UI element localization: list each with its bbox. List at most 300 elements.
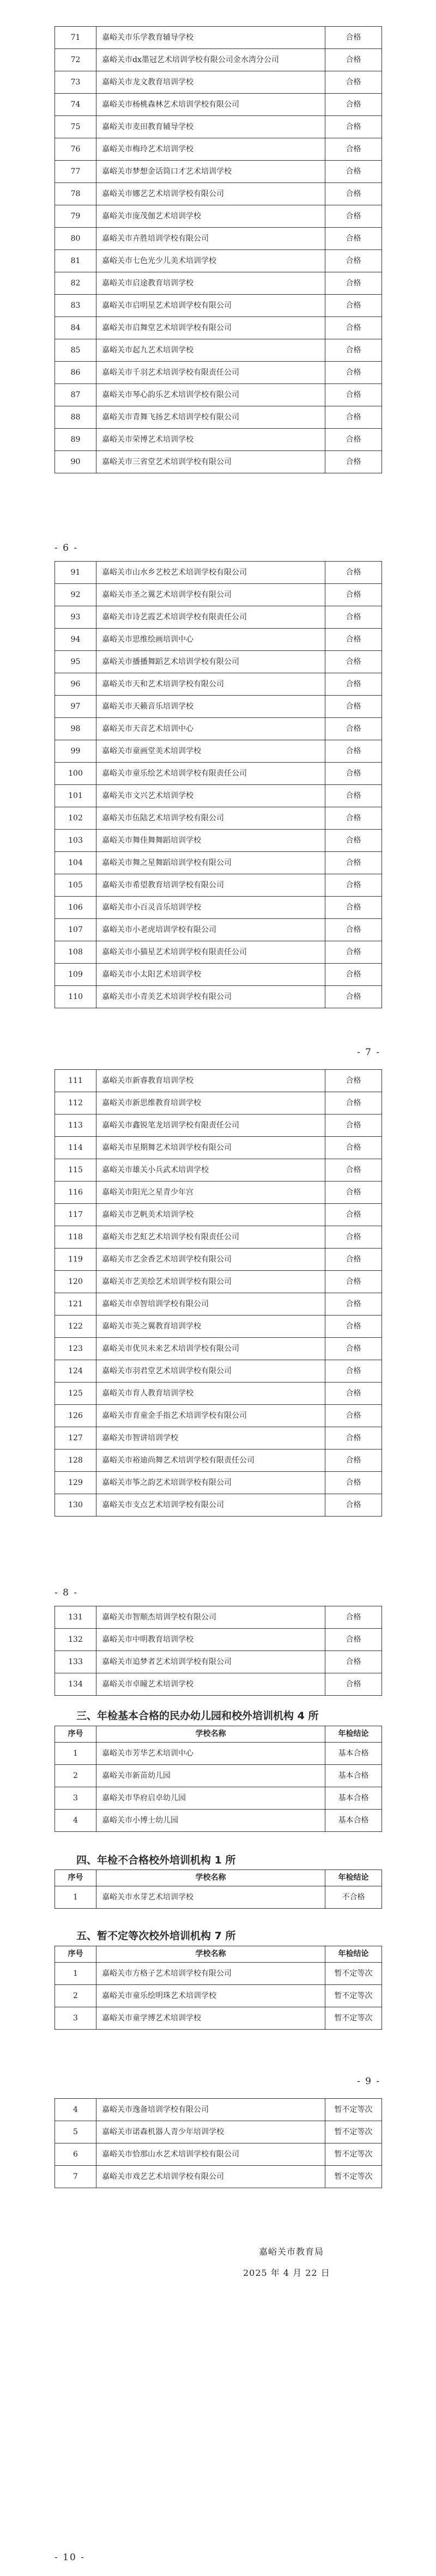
row-number: 107: [55, 919, 96, 941]
inspection-result: 合格: [325, 362, 382, 384]
inspection-result: 合格: [325, 1249, 382, 1271]
inspection-result: 合格: [325, 852, 382, 874]
inspection-result: 合格: [325, 1360, 382, 1383]
row-number: 112: [55, 1092, 96, 1115]
column-header: 年检结论: [325, 1870, 382, 1886]
inspection-result: 合格: [325, 964, 382, 986]
page-number-9: - 9 -: [357, 2076, 381, 2087]
school-name: 嘉峪关市杨桃森林艺术培训学校有限公司: [96, 94, 325, 116]
school-name: 嘉峪关市播播舞蹈艺术培训学校有限公司: [96, 651, 325, 673]
table-row: [55, 1606, 382, 1629]
inspection-result: 合格: [325, 116, 382, 138]
row-number: 94: [55, 629, 96, 651]
table-row: [55, 718, 382, 740]
row-number: 3: [55, 1787, 96, 1810]
school-name: 嘉峪关市育人教育培训学校: [96, 1383, 325, 1405]
column-header: 序号: [55, 1946, 96, 1963]
inspection-result: 合格: [325, 874, 382, 897]
row-number: 134: [55, 1673, 96, 1696]
row-number: 89: [55, 429, 96, 451]
school-name: 嘉峪关市华府启卓幼儿园: [96, 1787, 325, 1810]
school-name: 嘉峪关市星期舞艺术培训学校有限公司: [96, 1137, 325, 1159]
table-row: [55, 1092, 382, 1115]
column-header: 学校名称: [96, 1726, 325, 1743]
table-row: [55, 830, 382, 852]
row-number: 126: [55, 1405, 96, 1427]
inspection-result: 合格: [325, 205, 382, 228]
table-row: [55, 138, 382, 161]
inspection-result: 合格: [325, 1092, 382, 1115]
inspection-result: 合格: [325, 562, 382, 584]
school-name: 嘉峪关市起九艺术培训学校: [96, 339, 325, 362]
school-name: 嘉峪关市天籁音乐培训学校: [96, 696, 325, 718]
school-name: 嘉峪关市艺帆美术培训学校: [96, 1204, 325, 1226]
row-number: 111: [55, 1070, 96, 1092]
table-row: [55, 964, 382, 986]
row-number: 1: [55, 1743, 96, 1765]
inspection-result: 合格: [325, 1159, 382, 1182]
row-number: 100: [55, 763, 96, 785]
row-number: 71: [55, 27, 96, 49]
table-row: [55, 183, 382, 205]
basic-qualified-table: [55, 1726, 382, 1832]
school-name: 嘉峪关市青舞飞扬艺术培训学校有限公司: [96, 406, 325, 429]
table-row: [55, 673, 382, 696]
school-name: 嘉峪关市逸备培训学校有限公司: [96, 2099, 325, 2121]
table-row: [55, 1316, 382, 1338]
inspection-result: 合格: [325, 1115, 382, 1137]
table-row: [55, 1070, 382, 1092]
school-name: 嘉峪关市新睿教育培训学校: [96, 1070, 325, 1092]
school-name: 嘉峪关市芳华艺术培训中心: [96, 1743, 325, 1765]
school-name: 嘉峪关市舞之星舞蹈培训学校有限公司: [96, 852, 325, 874]
row-number: 87: [55, 384, 96, 406]
school-name: 嘉峪关市舞佳舞舞蹈培训学校: [96, 830, 325, 852]
school-name: 嘉峪关市小百灵音乐培训学校: [96, 897, 325, 919]
table-row: [55, 161, 382, 183]
inspection-result: 合格: [325, 1137, 382, 1159]
table-row: [55, 740, 382, 763]
inspection-result: 合格: [325, 339, 382, 362]
school-name: 嘉峪关市文兴艺术培训学校: [96, 785, 325, 807]
table-row: [55, 1427, 382, 1450]
row-number: 4: [55, 1810, 96, 1832]
table-row: [55, 1765, 382, 1787]
row-number: 97: [55, 696, 96, 718]
row-number: 98: [55, 718, 96, 740]
row-number: 7: [55, 2166, 96, 2188]
school-name: 嘉峪关市优贝未来艺术培训学校有限公司: [96, 1338, 325, 1360]
table-row: [55, 1226, 382, 1249]
table-row: [55, 562, 382, 584]
inspection-result: 合格: [325, 161, 382, 183]
row-number: 108: [55, 941, 96, 964]
inspection-result: 合格: [325, 138, 382, 161]
unqualified-table: [55, 1869, 382, 1909]
table-row: [55, 1137, 382, 1159]
inspection-result: 合格: [325, 183, 382, 205]
inspection-result: 合格: [325, 1182, 382, 1204]
inspection-result: 合格: [325, 718, 382, 740]
inspection-result: 合格: [325, 27, 382, 49]
school-name: 嘉峪关市卓智培训学校有限公司: [96, 1293, 325, 1316]
row-number: 74: [55, 94, 96, 116]
table-row: [55, 1182, 382, 1204]
column-header: 年检结论: [325, 1726, 382, 1743]
inspection-result: 合格: [325, 740, 382, 763]
row-number: 133: [55, 1651, 96, 1673]
row-number: 116: [55, 1182, 96, 1204]
inspection-result: 合格: [325, 584, 382, 606]
table-row: [55, 429, 382, 451]
school-name: 嘉峪关市阳光之星青少年宫: [96, 1182, 325, 1204]
table-row: [55, 1450, 382, 1472]
school-name: 嘉峪关市小老虎培训学校有限公司: [96, 919, 325, 941]
inspection-result: 暂不定等次: [325, 2007, 382, 2030]
table-row: [55, 1271, 382, 1293]
inspection-result: 合格: [325, 384, 382, 406]
issue-date: 2025 年 4 月 22 日: [243, 2268, 330, 2278]
row-number: 73: [55, 71, 96, 94]
row-number: 113: [55, 1115, 96, 1137]
inspection-result: 合格: [325, 228, 382, 250]
row-number: 96: [55, 673, 96, 696]
inspection-result: 合格: [325, 1472, 382, 1494]
table-row: [55, 406, 382, 429]
row-number: 106: [55, 897, 96, 919]
section-5-title: 五、暂不定等次校外培训机构 7 所: [76, 1930, 236, 1942]
row-number: 122: [55, 1316, 96, 1338]
row-number: 93: [55, 606, 96, 629]
school-name: 嘉峪关市千羽艺术培训学校有限责任公司: [96, 362, 325, 384]
school-name: 嘉峪关市庞茂伽艺术培训学校: [96, 205, 325, 228]
table-row: [55, 1787, 382, 1810]
inspection-result: 合格: [325, 830, 382, 852]
school-name: 嘉峪关市梅玲艺术培训学校: [96, 138, 325, 161]
inspection-result: 合格: [325, 1427, 382, 1450]
school-name: 嘉峪关市羽君堂艺术培训学校有限公司: [96, 1360, 325, 1383]
table-row: [55, 1249, 382, 1271]
school-name: 嘉峪关市雄关小兵武术培训学校: [96, 1159, 325, 1182]
row-number: 86: [55, 362, 96, 384]
school-name: 嘉峪关市三省堂艺术培训学校有限公司: [96, 451, 325, 473]
row-number: 76: [55, 138, 96, 161]
table-row: [55, 1405, 382, 1427]
table-row: [55, 49, 382, 71]
table-row: [55, 651, 382, 673]
row-number: 91: [55, 562, 96, 584]
table-row: [55, 1360, 382, 1383]
inspection-result: 合格: [325, 317, 382, 339]
school-name: 嘉峪关市娜艺艺术培训学校有限公司: [96, 183, 325, 205]
table-row: [55, 2143, 382, 2166]
table-row: [55, 228, 382, 250]
inspection-result: 合格: [325, 1070, 382, 1092]
inspection-result: 暂不定等次: [325, 2099, 382, 2121]
table-header-row: [55, 1726, 382, 1743]
school-name: 嘉峪关市戏艺艺术培训学校有限公司: [96, 2166, 325, 2188]
school-name: 嘉峪关市琴心韵乐艺术培训学校有限公司: [96, 384, 325, 406]
row-number: 102: [55, 807, 96, 830]
row-number: 104: [55, 852, 96, 874]
table-row: [55, 339, 382, 362]
inspection-result: 合格: [325, 295, 382, 317]
undetermined-table: [55, 1946, 382, 2030]
table-row: [55, 362, 382, 384]
table-row: [55, 27, 382, 49]
column-header: 序号: [55, 1870, 96, 1886]
inspection-result: 基本合格: [325, 1743, 382, 1765]
school-name: 嘉峪关市支点艺术培训学校有限公司: [96, 1494, 325, 1517]
row-number: 3: [55, 2007, 96, 2030]
row-number: 81: [55, 250, 96, 272]
inspection-result: 合格: [325, 1271, 382, 1293]
row-number: 129: [55, 1472, 96, 1494]
table-row: [55, 852, 382, 874]
school-name: 嘉峪关市水芽艺术培训学校: [96, 1886, 325, 1909]
inspection-result: 合格: [325, 1450, 382, 1472]
school-name: 嘉峪关市筝之韵艺术培训学校有限公司: [96, 1472, 325, 1494]
row-number: 78: [55, 183, 96, 205]
inspection-result: 合格: [325, 673, 382, 696]
row-number: 85: [55, 339, 96, 362]
row-number: 109: [55, 964, 96, 986]
row-number: 92: [55, 584, 96, 606]
table-row: [55, 71, 382, 94]
school-name: 嘉峪关市中明教育培训学校: [96, 1629, 325, 1651]
inspection-result: 暂不定等次: [325, 2143, 382, 2166]
school-name: 嘉峪关市麦田教育辅导学校: [96, 116, 325, 138]
school-name: 嘉峪关市梦想金话筒口才艺术培训学校: [96, 161, 325, 183]
school-name: 嘉峪关市dx墨冠艺术培训学校有限公司金水湾分公司: [96, 49, 325, 71]
table-row: [55, 1159, 382, 1182]
row-number: 77: [55, 161, 96, 183]
school-name: 嘉峪关市童乐绘艺术培训学校有限责任公司: [96, 763, 325, 785]
school-name: 嘉峪关市启途教育培训学校: [96, 272, 325, 295]
school-name: 嘉峪关市希望教育培训学校有限公司: [96, 874, 325, 897]
inspection-result: 合格: [325, 696, 382, 718]
table-row: [55, 1338, 382, 1360]
row-number: 6: [55, 2143, 96, 2166]
row-number: 82: [55, 272, 96, 295]
school-name: 嘉峪关市方格子艺术培训学校有限公司: [96, 1963, 325, 1985]
row-number: 118: [55, 1226, 96, 1249]
row-number: 1: [55, 1886, 96, 1909]
school-name: 嘉峪关市新思维教育培训学校: [96, 1092, 325, 1115]
table-row: [55, 629, 382, 651]
inspection-result: 合格: [325, 1316, 382, 1338]
row-number: 127: [55, 1427, 96, 1450]
school-name: 嘉峪关市圣之翼艺术培训学校有限公司: [96, 584, 325, 606]
school-name: 嘉峪关市诗艺霞艺术培训学校有限责任公司: [96, 606, 325, 629]
inspection-result: 合格: [325, 94, 382, 116]
row-number: 115: [55, 1159, 96, 1182]
schools-table-block-2: [55, 561, 382, 1008]
inspection-result: 合格: [325, 406, 382, 429]
school-name: 嘉峪关市童画堂美术培训学校: [96, 740, 325, 763]
school-name: 嘉峪关市小青美艺术培训学校有限公司: [96, 986, 325, 1008]
section-3-title: 三、年检基本合格的民办幼儿园和校外培训机构 4 所: [76, 1710, 319, 1722]
table-row: [55, 986, 382, 1008]
page-number-8: - 8 -: [55, 1587, 78, 1598]
row-number: 84: [55, 317, 96, 339]
school-name: 嘉峪关市恰那山水艺术培训学校有限公司: [96, 2143, 325, 2166]
school-name: 嘉峪关市小太阳艺术培训学校: [96, 964, 325, 986]
table-row: [55, 1494, 382, 1517]
column-header: 年检结论: [325, 1946, 382, 1963]
inspection-result: 合格: [325, 272, 382, 295]
inspection-result: 合格: [325, 71, 382, 94]
school-name: 嘉峪关市卓瞳艺术培训学校: [96, 1673, 325, 1696]
inspection-result: 合格: [325, 651, 382, 673]
table-row: [55, 2166, 382, 2188]
table-row: [55, 295, 382, 317]
inspection-result: 合格: [325, 986, 382, 1008]
school-name: 嘉峪关市追梦者艺术培训学校有限公司: [96, 1651, 325, 1673]
row-number: 124: [55, 1360, 96, 1383]
school-name: 嘉峪关市育童金手指艺术培训学校有限公司: [96, 1405, 325, 1427]
table-row: [55, 1743, 382, 1765]
row-number: 75: [55, 116, 96, 138]
undetermined-table-continued: [55, 2098, 382, 2188]
inspection-result: 合格: [325, 1494, 382, 1517]
table-row: [55, 1963, 382, 1985]
school-name: 嘉峪关市新苗幼儿园: [96, 1765, 325, 1787]
row-number: 72: [55, 49, 96, 71]
inspection-result: 合格: [325, 451, 382, 473]
table-row: [55, 205, 382, 228]
school-name: 嘉峪关市伍陆艺术培训学校有限公司: [96, 807, 325, 830]
page-number-7: - 7 -: [357, 1047, 381, 1058]
school-name: 嘉峪关市鑫锐笔龙培训学校有限责任公司: [96, 1115, 325, 1137]
row-number: 90: [55, 451, 96, 473]
table-row: [55, 1985, 382, 2007]
inspection-result: 合格: [325, 1226, 382, 1249]
row-number: 99: [55, 740, 96, 763]
row-number: 88: [55, 406, 96, 429]
school-name: 嘉峪关市童乐绘明珠艺术培训学校: [96, 1985, 325, 2007]
table-row: [55, 919, 382, 941]
column-header: 序号: [55, 1726, 96, 1743]
inspection-result: 合格: [325, 250, 382, 272]
row-number: 128: [55, 1450, 96, 1472]
inspection-result: 基本合格: [325, 1787, 382, 1810]
table-row: [55, 807, 382, 830]
school-name: 嘉峪关市山水乡艺校艺术培训学校有限公司: [96, 562, 325, 584]
column-header: 学校名称: [96, 1870, 325, 1886]
school-name: 嘉峪关市启舞堂艺术培训学校有限公司: [96, 317, 325, 339]
school-name: 嘉峪关市智顺杰培训学校有限公司: [96, 1606, 325, 1629]
row-number: 2: [55, 1985, 96, 2007]
row-number: 105: [55, 874, 96, 897]
inspection-result: 基本合格: [325, 1810, 382, 1832]
inspection-result: 合格: [325, 785, 382, 807]
row-number: 83: [55, 295, 96, 317]
row-number: 95: [55, 651, 96, 673]
table-row: [55, 2099, 382, 2121]
table-row: [55, 1472, 382, 1494]
row-number: 101: [55, 785, 96, 807]
school-name: 嘉峪关市小猫星艺术培训学校有限责任公司: [96, 941, 325, 964]
inspection-result: 不合格: [325, 1886, 382, 1909]
school-name: 嘉峪关市艺金香艺术培训学校有限公司: [96, 1249, 325, 1271]
schools-table-block-4: [55, 1606, 382, 1696]
table-row: [55, 1673, 382, 1696]
table-row: [55, 1383, 382, 1405]
row-number: 120: [55, 1271, 96, 1293]
school-name: 嘉峪关市龙文教育培训学校: [96, 71, 325, 94]
table-row: [55, 897, 382, 919]
school-name: 嘉峪关市诺森机器人青少年培训学校: [96, 2121, 325, 2143]
inspection-result: 合格: [325, 1204, 382, 1226]
school-name: 嘉峪关市裕迪尚舞艺术培训学校有限责任公司: [96, 1450, 325, 1472]
row-number: 79: [55, 205, 96, 228]
inspection-result: 合格: [325, 606, 382, 629]
row-number: 131: [55, 1606, 96, 1629]
inspection-result: 合格: [325, 763, 382, 785]
column-header: 学校名称: [96, 1946, 325, 1963]
row-number: 119: [55, 1249, 96, 1271]
row-number: 110: [55, 986, 96, 1008]
table-row: [55, 451, 382, 473]
school-name: 嘉峪关市卉胜培训学校有限公司: [96, 228, 325, 250]
table-row: [55, 785, 382, 807]
school-name: 嘉峪关市乐学教育辅导学校: [96, 27, 325, 49]
inspection-result: 合格: [325, 1606, 382, 1629]
table-row: [55, 874, 382, 897]
table-row: [55, 2007, 382, 2030]
table-row: [55, 606, 382, 629]
school-name: 嘉峪关市智讲培训学校: [96, 1427, 325, 1450]
table-row: [55, 250, 382, 272]
row-number: 5: [55, 2121, 96, 2143]
inspection-result: 合格: [325, 807, 382, 830]
school-name: 嘉峪关市英之翼教育培训学校: [96, 1316, 325, 1338]
row-number: 4: [55, 2099, 96, 2121]
table-row: [55, 1115, 382, 1137]
table-row: [55, 384, 382, 406]
table-header-row: [55, 1946, 382, 1963]
table-row: [55, 1293, 382, 1316]
inspection-result: 合格: [325, 1405, 382, 1427]
row-number: 2: [55, 1765, 96, 1787]
inspection-result: 合格: [325, 629, 382, 651]
inspection-result: 合格: [325, 941, 382, 964]
row-number: 1: [55, 1963, 96, 1985]
school-name: 嘉峪关市天和艺术培训学校有限公司: [96, 673, 325, 696]
inspection-result: 合格: [325, 429, 382, 451]
school-name: 嘉峪关市荣博艺术培训学校: [96, 429, 325, 451]
table-row: [55, 763, 382, 785]
row-number: 130: [55, 1494, 96, 1517]
inspection-result: 合格: [325, 919, 382, 941]
row-number: 121: [55, 1293, 96, 1316]
inspection-result: 暂不定等次: [325, 1963, 382, 1985]
table-row: [55, 584, 382, 606]
inspection-result: 合格: [325, 1629, 382, 1651]
table-row: [55, 696, 382, 718]
school-name: 嘉峪关市七色光少儿美术培训学校: [96, 250, 325, 272]
school-name: 嘉峪关市小博士幼儿园: [96, 1810, 325, 1832]
table-row: [55, 317, 382, 339]
table-row: [55, 1651, 382, 1673]
inspection-result: 暂不定等次: [325, 1985, 382, 2007]
school-name: 嘉峪关市艺虹艺术培训学校有限责任公司: [96, 1226, 325, 1249]
schools-table-block-1: [55, 26, 382, 473]
page-number-10: - 10 -: [55, 2552, 85, 2563]
schools-table-block-3: [55, 1069, 382, 1517]
row-number: 117: [55, 1204, 96, 1226]
